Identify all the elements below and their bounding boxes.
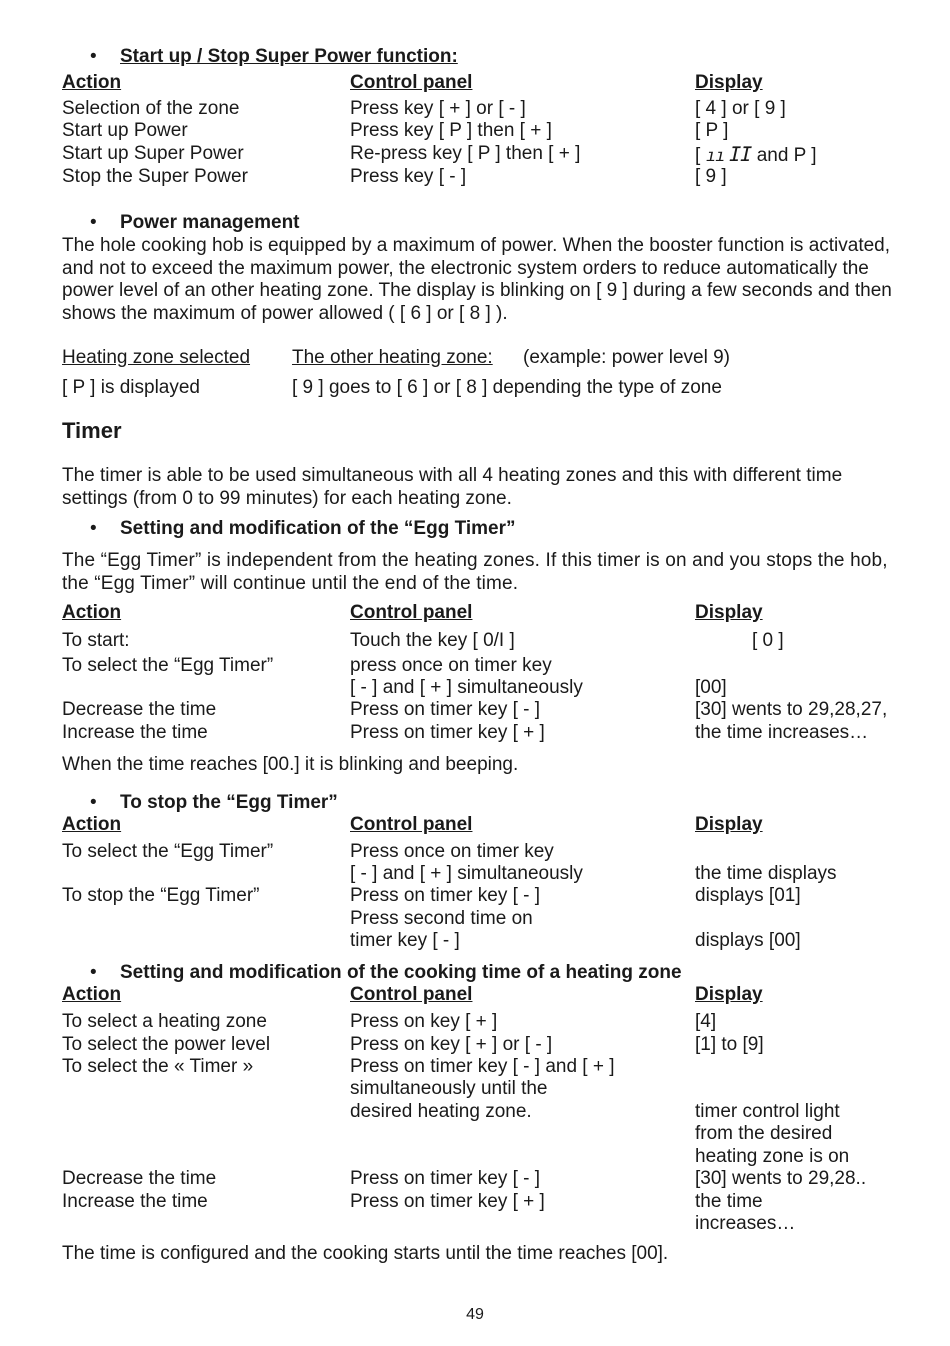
row-display-super-power: [ ıı ΙΙ and P ] [695,142,817,166]
row-display: the time displays [695,863,837,884]
section-cooking-time-title: • Setting and modification of the cooking time of a heating zone [90,962,682,983]
egg-timer-paragraph: The “Egg Timer” is independent from the heating zones. If this timer is on and you stops the hob, the “Egg Timer” will continue until the end of the time. [62,550,888,594]
other-heating-zone-label: The other heating zone: [292,347,493,368]
row-control: Press key [ P ] then [ + ] [350,120,552,141]
row-control: Touch the key [ 0/I ] [350,630,515,651]
row-control: Press on timer key [ + ] [350,1191,545,1212]
row-action: To select the “Egg Timer” [62,841,274,862]
segment-display-glyph: ıı [703,146,727,166]
row-action: Start up Power [62,120,188,141]
row-control: press once on timer key [350,655,552,676]
row-action: Stop the Super Power [62,166,248,187]
section-title-text: Start up / Stop Super Power function: [120,46,458,67]
row-control: Press second time on [350,908,533,929]
row-display: heating zone is on [695,1146,850,1167]
row-control: Press on timer key [ - ] [350,1168,541,1189]
row-action: Decrease the time [62,699,217,720]
bullet-icon: • [90,518,97,539]
section-egg-timer-title: • Setting and modification of the “Egg Timer” [90,518,516,539]
row-display: displays [00] [695,930,801,951]
row-control: Press key [ - ] [350,166,467,187]
heating-zone-selected-value: [ P ] is displayed [62,377,201,398]
row-action: To select the power level [62,1034,271,1055]
egg-timer-end-note: When the time reaches [00.] it is blinking and beeping. [62,754,519,775]
other-heating-zone-value: [ 9 ] goes to [ 6 ] or [ 8 ] depending the type of zone [292,377,722,398]
row-action: To start: [62,630,130,651]
header-control-panel: Control panel [350,814,473,835]
row-display: [ 0 ] [752,630,784,651]
bullet-icon: • [90,212,97,233]
row-control: [ - ] and [ + ] simultaneously [350,863,583,884]
header-action: Action [62,602,122,623]
header-display: Display [695,984,763,1005]
row-control: simultaneously until the [350,1078,548,1099]
row-display: increases… [695,1213,796,1234]
row-control: Press on key [ + ] [350,1011,498,1032]
row-action: To select a heating zone [62,1011,267,1032]
row-control: Press on timer key [ - ] [350,885,541,906]
header-control-panel: Control panel [350,984,473,1005]
power-paragraph: The hole cooking hob is equipped by a maximum of power. When the booster function is activated, and not to exceed the maximum power, the electronic system orders to reduce automatically the power level of an other heating zone. The display is blinking on [ 9 ] during a few seconds and then shows the maximum of power allowed ( [ 6 ] or [ 8 ] ). [62,235,892,324]
bullet-icon: • [90,792,97,813]
bullet-icon: • [90,46,97,67]
header-action: Action [62,814,122,835]
page-number: 49 [466,1306,484,1323]
header-display: Display [695,602,763,623]
row-control: Press key [ + ] or [ - ] [350,98,526,119]
row-control: desired heating zone. [350,1101,532,1122]
segment-display-glyph: ΙΙ [726,142,755,166]
row-control: Press on timer key [ - ] and [ + ] [350,1056,615,1077]
row-control: Press on key [ + ] or [ - ] [350,1034,553,1055]
header-action: Action [62,984,122,1005]
header-display: Display [695,72,763,93]
row-display: [ P ] [695,120,729,141]
row-control: timer key [ - ] [350,930,460,951]
row-action: Increase the time [62,1191,208,1212]
row-action: Start up Super Power [62,143,244,164]
row-display: from the desired [695,1123,833,1144]
header-action: Action [62,72,122,93]
row-control: Press on timer key [ - ] [350,699,541,720]
timer-heading: Timer [62,418,122,443]
row-control: Re-press key [ P ] then [ + ] [350,143,581,164]
row-control: Press once on timer key [350,841,554,862]
timer-intro: The timer is able to be used simultaneous with all 4 heating zones and this with different time settings (from 0 to 99 minutes) for each heating zone. [62,465,843,509]
row-action: To stop the “Egg Timer” [62,885,260,906]
row-display: [00] [695,677,727,698]
heating-zone-selected-label: Heating zone selected [62,347,251,368]
row-action: Selection of the zone [62,98,240,119]
row-control: [ - ] and [ + ] simultaneously [350,677,583,698]
bullet-icon: • [90,962,97,983]
header-control-panel: Control panel [350,72,473,93]
example-note: (example: power level 9) [523,347,730,368]
section-power-title: • Power management [90,212,300,233]
row-display: the time [695,1191,763,1212]
row-display: displays [01] [695,885,801,906]
row-action: Increase the time [62,722,208,743]
row-display: [30] wents to 29,28,27, [695,699,888,720]
row-display: [30] wents to 29,28.. [695,1168,867,1189]
row-display: [ 4 ] or [ 9 ] [695,98,786,119]
row-action: To select the “Egg Timer” [62,655,274,676]
row-action: Decrease the time [62,1168,217,1189]
cooking-end-note: The time is configured and the cooking starts until the time reaches [00]. [62,1243,669,1264]
header-control-panel: Control panel [350,602,473,623]
section-stop-egg-timer-title: • To stop the “Egg Timer” [90,792,338,813]
row-display: the time increases… [695,722,869,743]
section-super-power-title [90,46,458,69]
header-display: Display [695,814,763,835]
row-action: To select the « Timer » [62,1056,254,1077]
row-display: [ 9 ] [695,166,727,187]
row-display: timer control light [695,1101,840,1122]
row-control: Press on timer key [ + ] [350,722,545,743]
row-display: [4] [695,1011,717,1032]
row-display: [1] to [9] [695,1034,764,1055]
